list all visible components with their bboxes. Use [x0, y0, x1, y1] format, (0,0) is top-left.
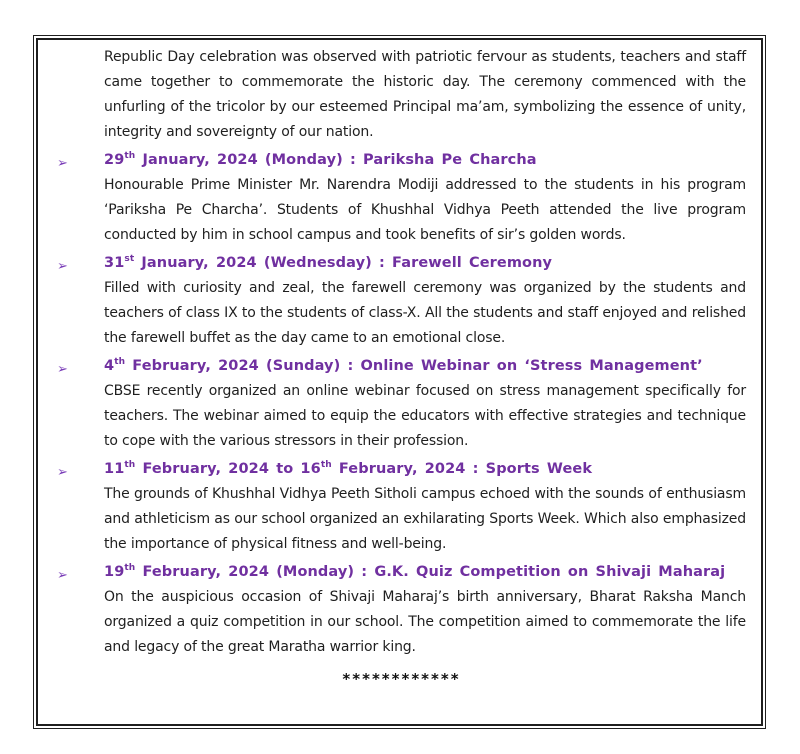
arrow-bullet-icon: ➢: [57, 156, 68, 171]
event-heading: [104, 148, 746, 173]
heading-text: 4: [104, 358, 115, 374]
event-section: [57, 354, 746, 454]
event-heading: [104, 457, 746, 482]
event-section: [57, 148, 746, 248]
heading-text: February, 2024 (Sunday) : Online Webinar on ‘Stress Management’: [125, 358, 703, 374]
heading-text: February, 2024 : Sports Week: [331, 461, 593, 477]
heading-text: February, 2024 (Monday) : G.K. Quiz Competition on Shivaji Maharaj: [135, 564, 726, 580]
ordinal-suffix: th: [124, 151, 136, 162]
arrow-bullet-icon: ➢: [57, 259, 68, 274]
event-description: The grounds of Khushhal Vidhya Peeth Sitholi campus echoed with the sounds of enthusiasm and athleticism as our school organized an exhilarating Sports Week. Which also emphasized the importance of physical fitness and well-being.: [104, 486, 746, 552]
heading-text: 11: [104, 461, 125, 477]
arrow-bullet-icon: ➢: [57, 362, 68, 377]
event-section: [57, 560, 746, 660]
event-section: [57, 251, 746, 351]
heading-text: January, 2024 (Monday) : Pariksha Pe Charcha: [135, 152, 537, 168]
bullet-gutter: [57, 251, 104, 277]
ordinal-suffix: th: [124, 563, 136, 574]
event-heading: [104, 560, 746, 585]
intro-paragraph: Republic Day celebration was observed with patriotic fervour as students, teachers and staff came together to commemorate the historic day. The ceremony commenced with the unfurling of the tricolor by our esteemed Principal ma’am, symbolizing the essence of unity, integrity and sovereignty of our nation.: [104, 49, 746, 140]
ordinal-suffix: th: [124, 460, 136, 471]
event-description: Honourable Prime Minister Mr. Narendra Modiji addressed to the students in his program ‘Pariksha Pe Charcha’. Students of Khushhal Vidhya Peeth attended the live program conducted by him in school campus and took benefits of sir’s golden words.: [104, 177, 746, 243]
bullet-gutter: [57, 148, 104, 174]
arrow-bullet-icon: ➢: [57, 465, 68, 480]
end-of-document-stars: ************: [342, 670, 461, 688]
ordinal-suffix: th: [320, 460, 332, 471]
heading-text: 31: [104, 255, 125, 271]
event-description: Filled with curiosity and zeal, the farewell ceremony was organized by the students and teachers of class IX to the students of class-X. All the students and staff enjoyed and relished the farewell buffet as the day came to an emotional close.: [104, 280, 746, 346]
bullet-gutter: [57, 457, 104, 483]
document-content: [38, 40, 761, 692]
bullet-gutter: [57, 354, 104, 380]
event-section: [57, 457, 746, 557]
heading-text: February, 2024 to 16: [135, 461, 321, 477]
bullet-gutter: [57, 45, 104, 49]
event-heading: [104, 354, 746, 379]
page-border-inner: [36, 38, 763, 726]
heading-text: 29: [104, 152, 125, 168]
arrow-bullet-icon: ➢: [57, 568, 68, 583]
ordinal-suffix: th: [114, 357, 126, 368]
event-description: On the auspicious occasion of Shivaji Maharaj’s birth anniversary, Bharat Raksha Manch organized a quiz competition in our school. The competition aimed to commemorate the life and legacy of the great Maratha warrior king.: [104, 589, 746, 655]
page-border-outer: [33, 35, 766, 729]
heading-text: January, 2024 (Wednesday) : Farewell Ceremony: [134, 255, 553, 271]
intro-section: [57, 45, 746, 145]
ordinal-suffix: st: [124, 254, 135, 265]
bullet-gutter: [57, 560, 104, 586]
event-description: CBSE recently organized an online webinar focused on stress management specifically for teachers. The webinar aimed to equip the educators with effective strategies and technique to cope with the various stressors in their profession.: [104, 383, 746, 449]
heading-text: 19: [104, 564, 125, 580]
event-heading: [104, 251, 746, 276]
